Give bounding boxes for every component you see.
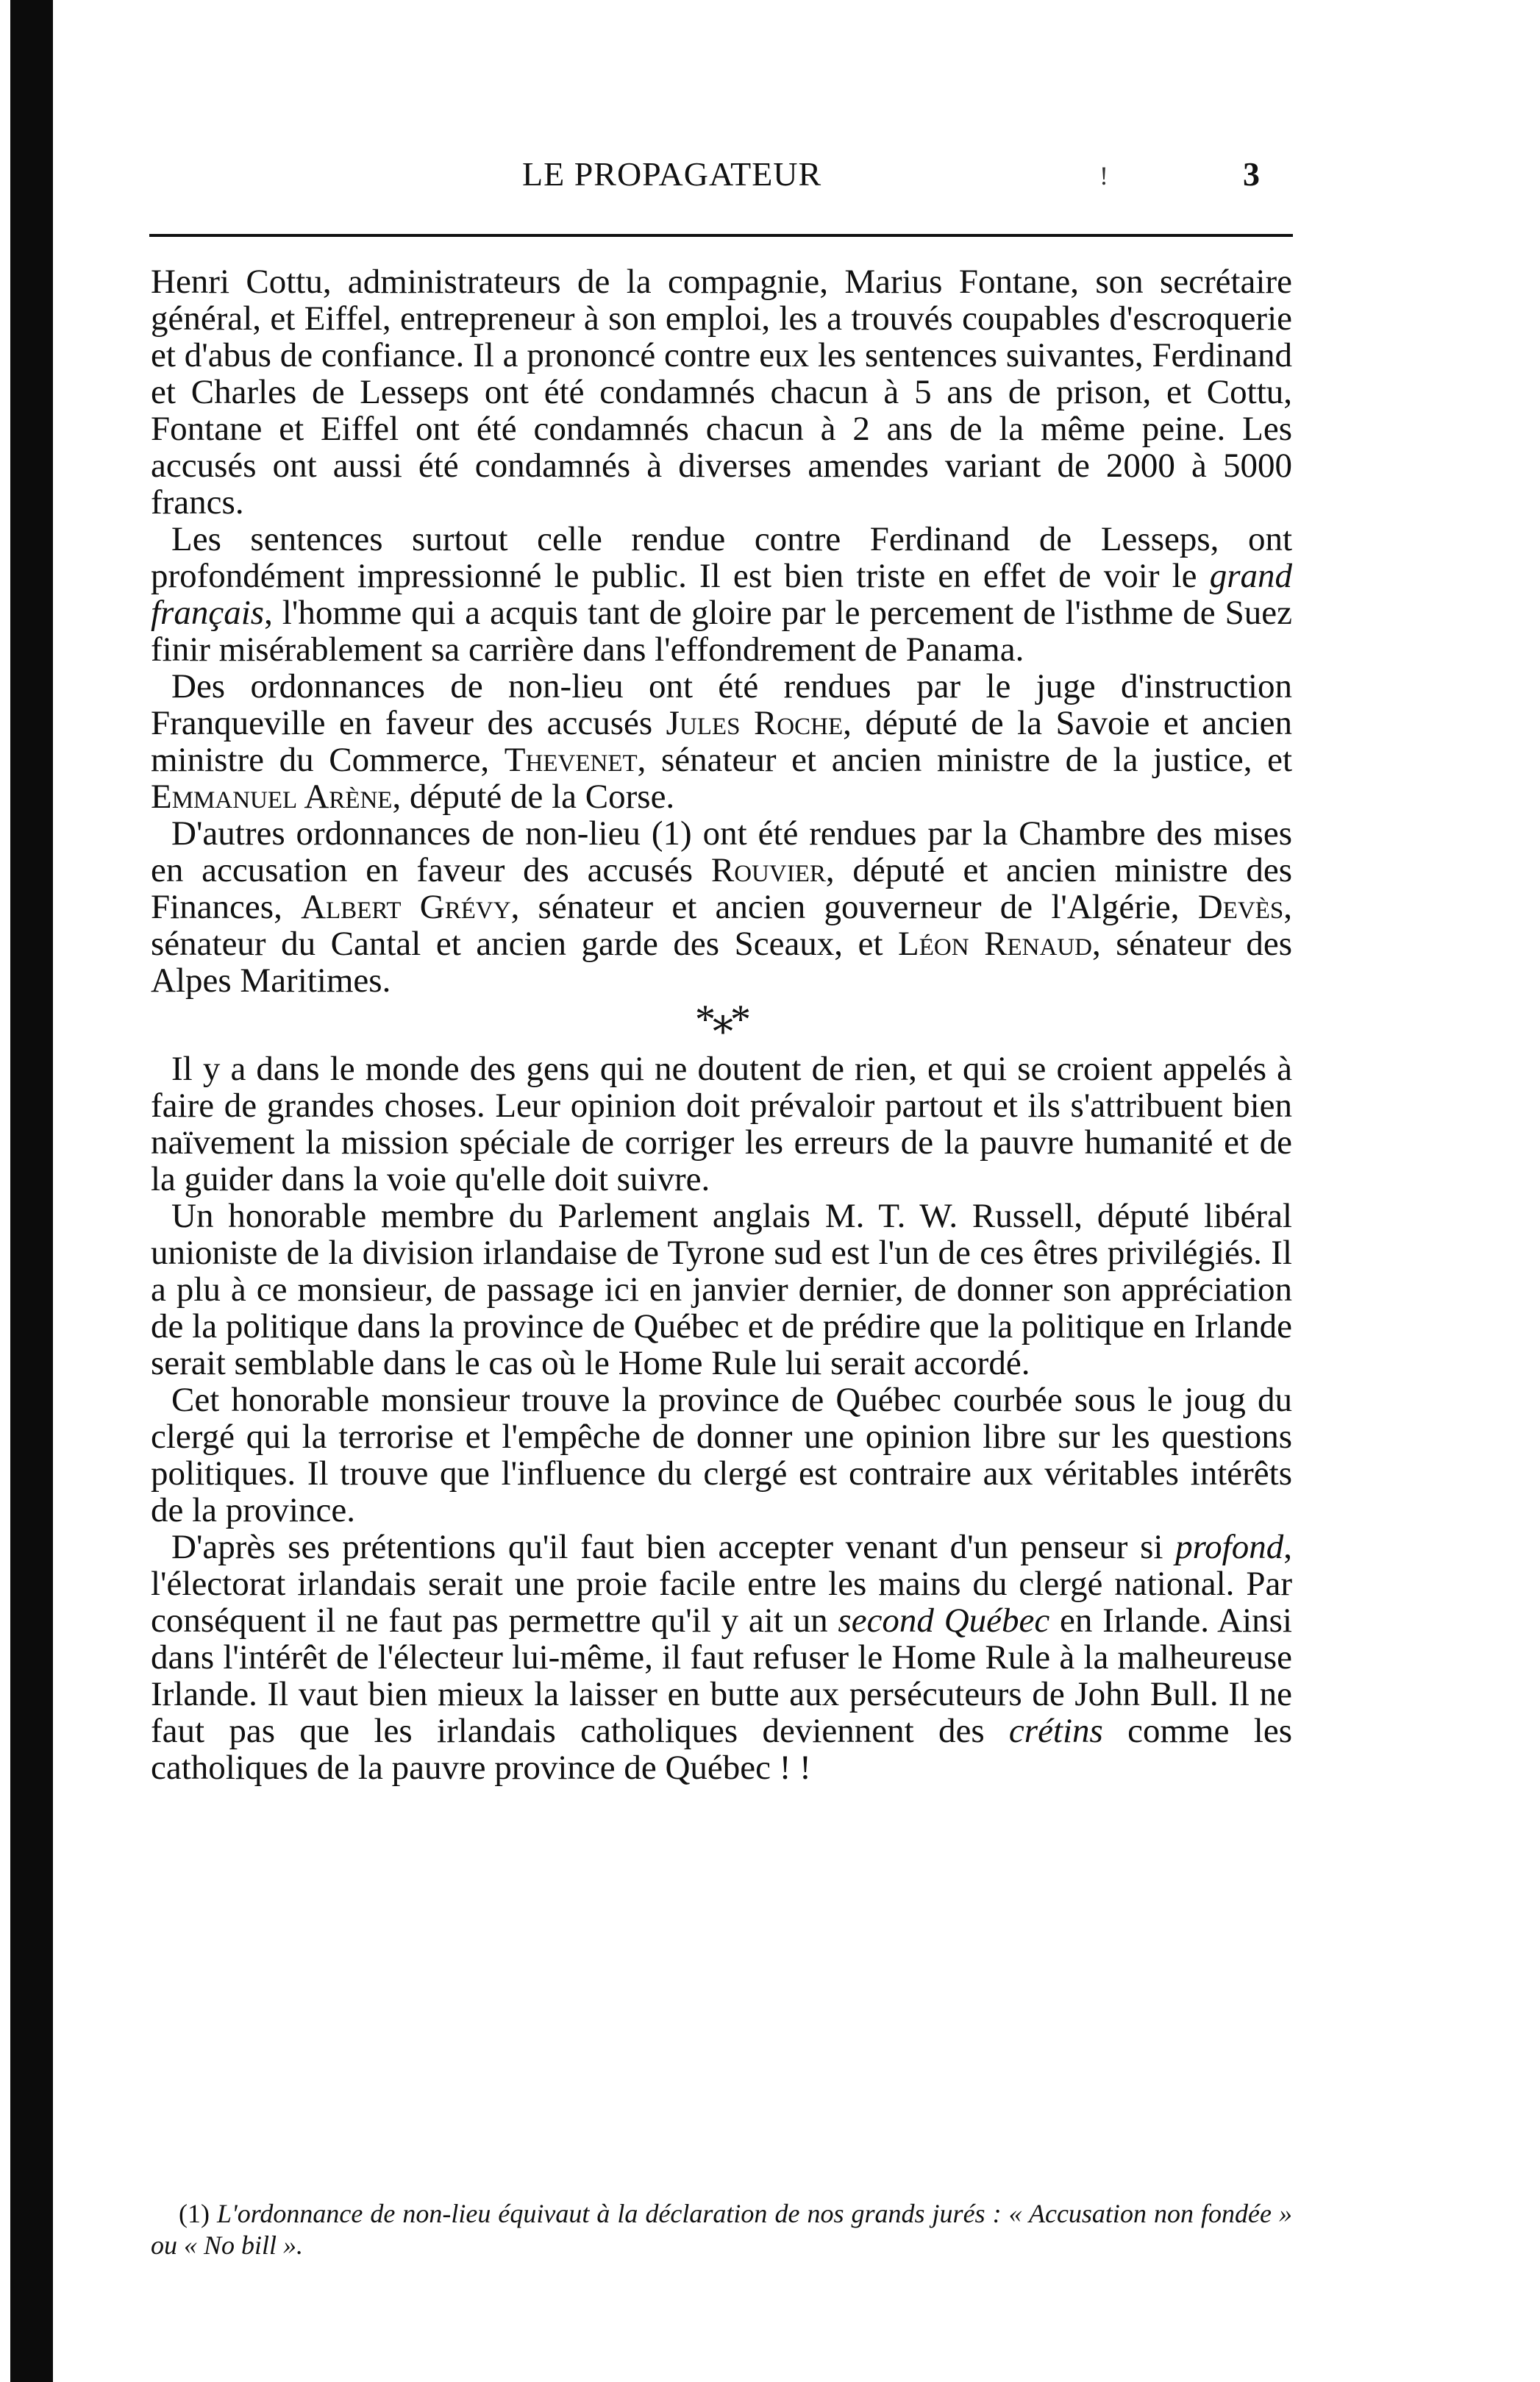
italic-phrase: profond bbox=[1175, 1528, 1284, 1566]
section-separator: *⁎* bbox=[695, 997, 748, 1042]
paragraph-opinion: Il y a dans le monde des gens qui ne doutent de rien, et qui se croient appelés à faire de grandes choses. Leur opinion doit prévaloir partout et ils s'attribuent bien naïvement la mission spéciale de corriger les erreurs de la pauvre humanité et de la guider dans la voie qu'elle doit suivre. bbox=[151, 1050, 1292, 1198]
italic-phrase: crétins bbox=[1008, 1712, 1103, 1750]
accused-name: Thevenet bbox=[504, 741, 638, 779]
italic-phrase: grand français bbox=[151, 557, 1292, 632]
paragraph-quebec-clergy: Cet honorable monsieur trouve la province de Québec courbée sous le joug du clergé qui la terrorise et l'empêche de donner une opinion libre sur les questions politiques. Il trouve que l'influence du clergé est contraire aux véritables intérêts de la province. bbox=[151, 1381, 1292, 1529]
paragraph-non-lieu-2: D'autres ordonnances de non-lieu (1) ont été rendues par la Chambre des mises en accusation en faveur des accusés Rouvier, député et ancien ministre des Finances, Albert Grévy, sénateur et ancien gouverneur de l'Algérie, Devès, sénateur du Cantal et ancien garde des Sceaux, et Léon Renaud, sénateur des Alpes Maritimes. bbox=[151, 814, 1293, 1000]
header-rule bbox=[149, 234, 1293, 237]
running-header bbox=[147, 154, 1294, 213]
accused-name: Albert Grévy bbox=[301, 888, 511, 926]
italic-phrase: second Québec bbox=[838, 1601, 1050, 1640]
paragraph-home-rule: D'après ses prétentions qu'il faut bien accepter venant d'un penseur si profond, l'électorat irlandais serait une proie facile entre les mains du clergé national. Par conséquent il ne faut pas permettre qu'il y ait un second Québec en Irlande. Ainsi dans l'intérêt de l'électeur lui-même, il faut refuser le Home Rule à la malheureuse Irlande. Il vaut bien mieux la laisser en butte aux persécuteurs de John Bull. Il ne faut pas que les irlandais catholiques deviennent des crétins comme les catholiques de la pauvre province de Québec ! ! bbox=[151, 1528, 1292, 1787]
paragraph-impression: Les sentences surtout celle rendue contre Ferdinand de Lesseps, ont profondément impressionné le public. Il est bien triste en effet de voir le grand français, l'homme qui a acquis tant de gloire par le percement de l'isthme de Suez finir misérablement sa carrière dans l'effondrement de Panama. bbox=[151, 520, 1292, 669]
accused-name: Rouvier bbox=[710, 851, 826, 889]
accused-name: Léon Renaud bbox=[898, 925, 1092, 963]
paragraph-non-lieu-1: Des ordonnances de non-lieu ont été rendues par le juge d'instruction Franqueville en faveur des accusés Jules Roche, député de la Savoie et ancien ministre du Commerce, Thevenet, sénateur et ancien ministre de la justice, et Emmanuel Arène, député de la Corse. bbox=[151, 667, 1293, 816]
footnote-marker: (1) bbox=[179, 2199, 210, 2228]
accused-name: Devès bbox=[1197, 888, 1284, 926]
footnote bbox=[151, 2198, 1292, 2261]
print-mark: ! bbox=[1099, 161, 1108, 191]
article-body bbox=[151, 263, 1292, 1786]
scan-binding-edge bbox=[10, 0, 53, 2382]
paragraph-russell: Un honorable membre du Parlement anglais M. T. W. Russell, député libéral unioniste de la division irlandaise de Tyrone sud est l'un de ces êtres privilégiés. Il a plu à ce monsieur, de passage ici en janvier dernier, de donner son appréciation de la politique dans la province de Québec et de prédire que la politique en Irlande serait semblable dans le cas où le Home Rule lui serait accordé. bbox=[151, 1197, 1292, 1382]
paragraph-verdict: Henri Cottu, administrateurs de la compagnie, Marius Fontane, son secrétaire général, et Eiffel, entrepreneur à son emploi, les a trouvés coupables d'escroquerie et d'abus de confiance. Il a prononcé contre eux les sentences suivantes, Ferdinand et Charles de Lesseps ont été condamnés chacun à 5 ans de prison, et Cottu, Fontane et Eiffel ont été condamnés chacun à 2 ans de la même peine. Les accusés ont aussi été condamnés à diverses amendes variant de 2000 à 5000 francs. bbox=[151, 263, 1292, 522]
accused-name: Jules Roche bbox=[666, 704, 844, 742]
page-number: 3 bbox=[1243, 155, 1260, 193]
footnote-text: L'ordonnance de non-lieu équivaut à la déclaration de nos grands jurés : « Accusation non fondée » ou « No bill ». bbox=[151, 2199, 1292, 2260]
accused-name: Emmanuel Arène bbox=[151, 778, 393, 816]
running-title: LE PROPAGATEUR bbox=[522, 155, 822, 193]
